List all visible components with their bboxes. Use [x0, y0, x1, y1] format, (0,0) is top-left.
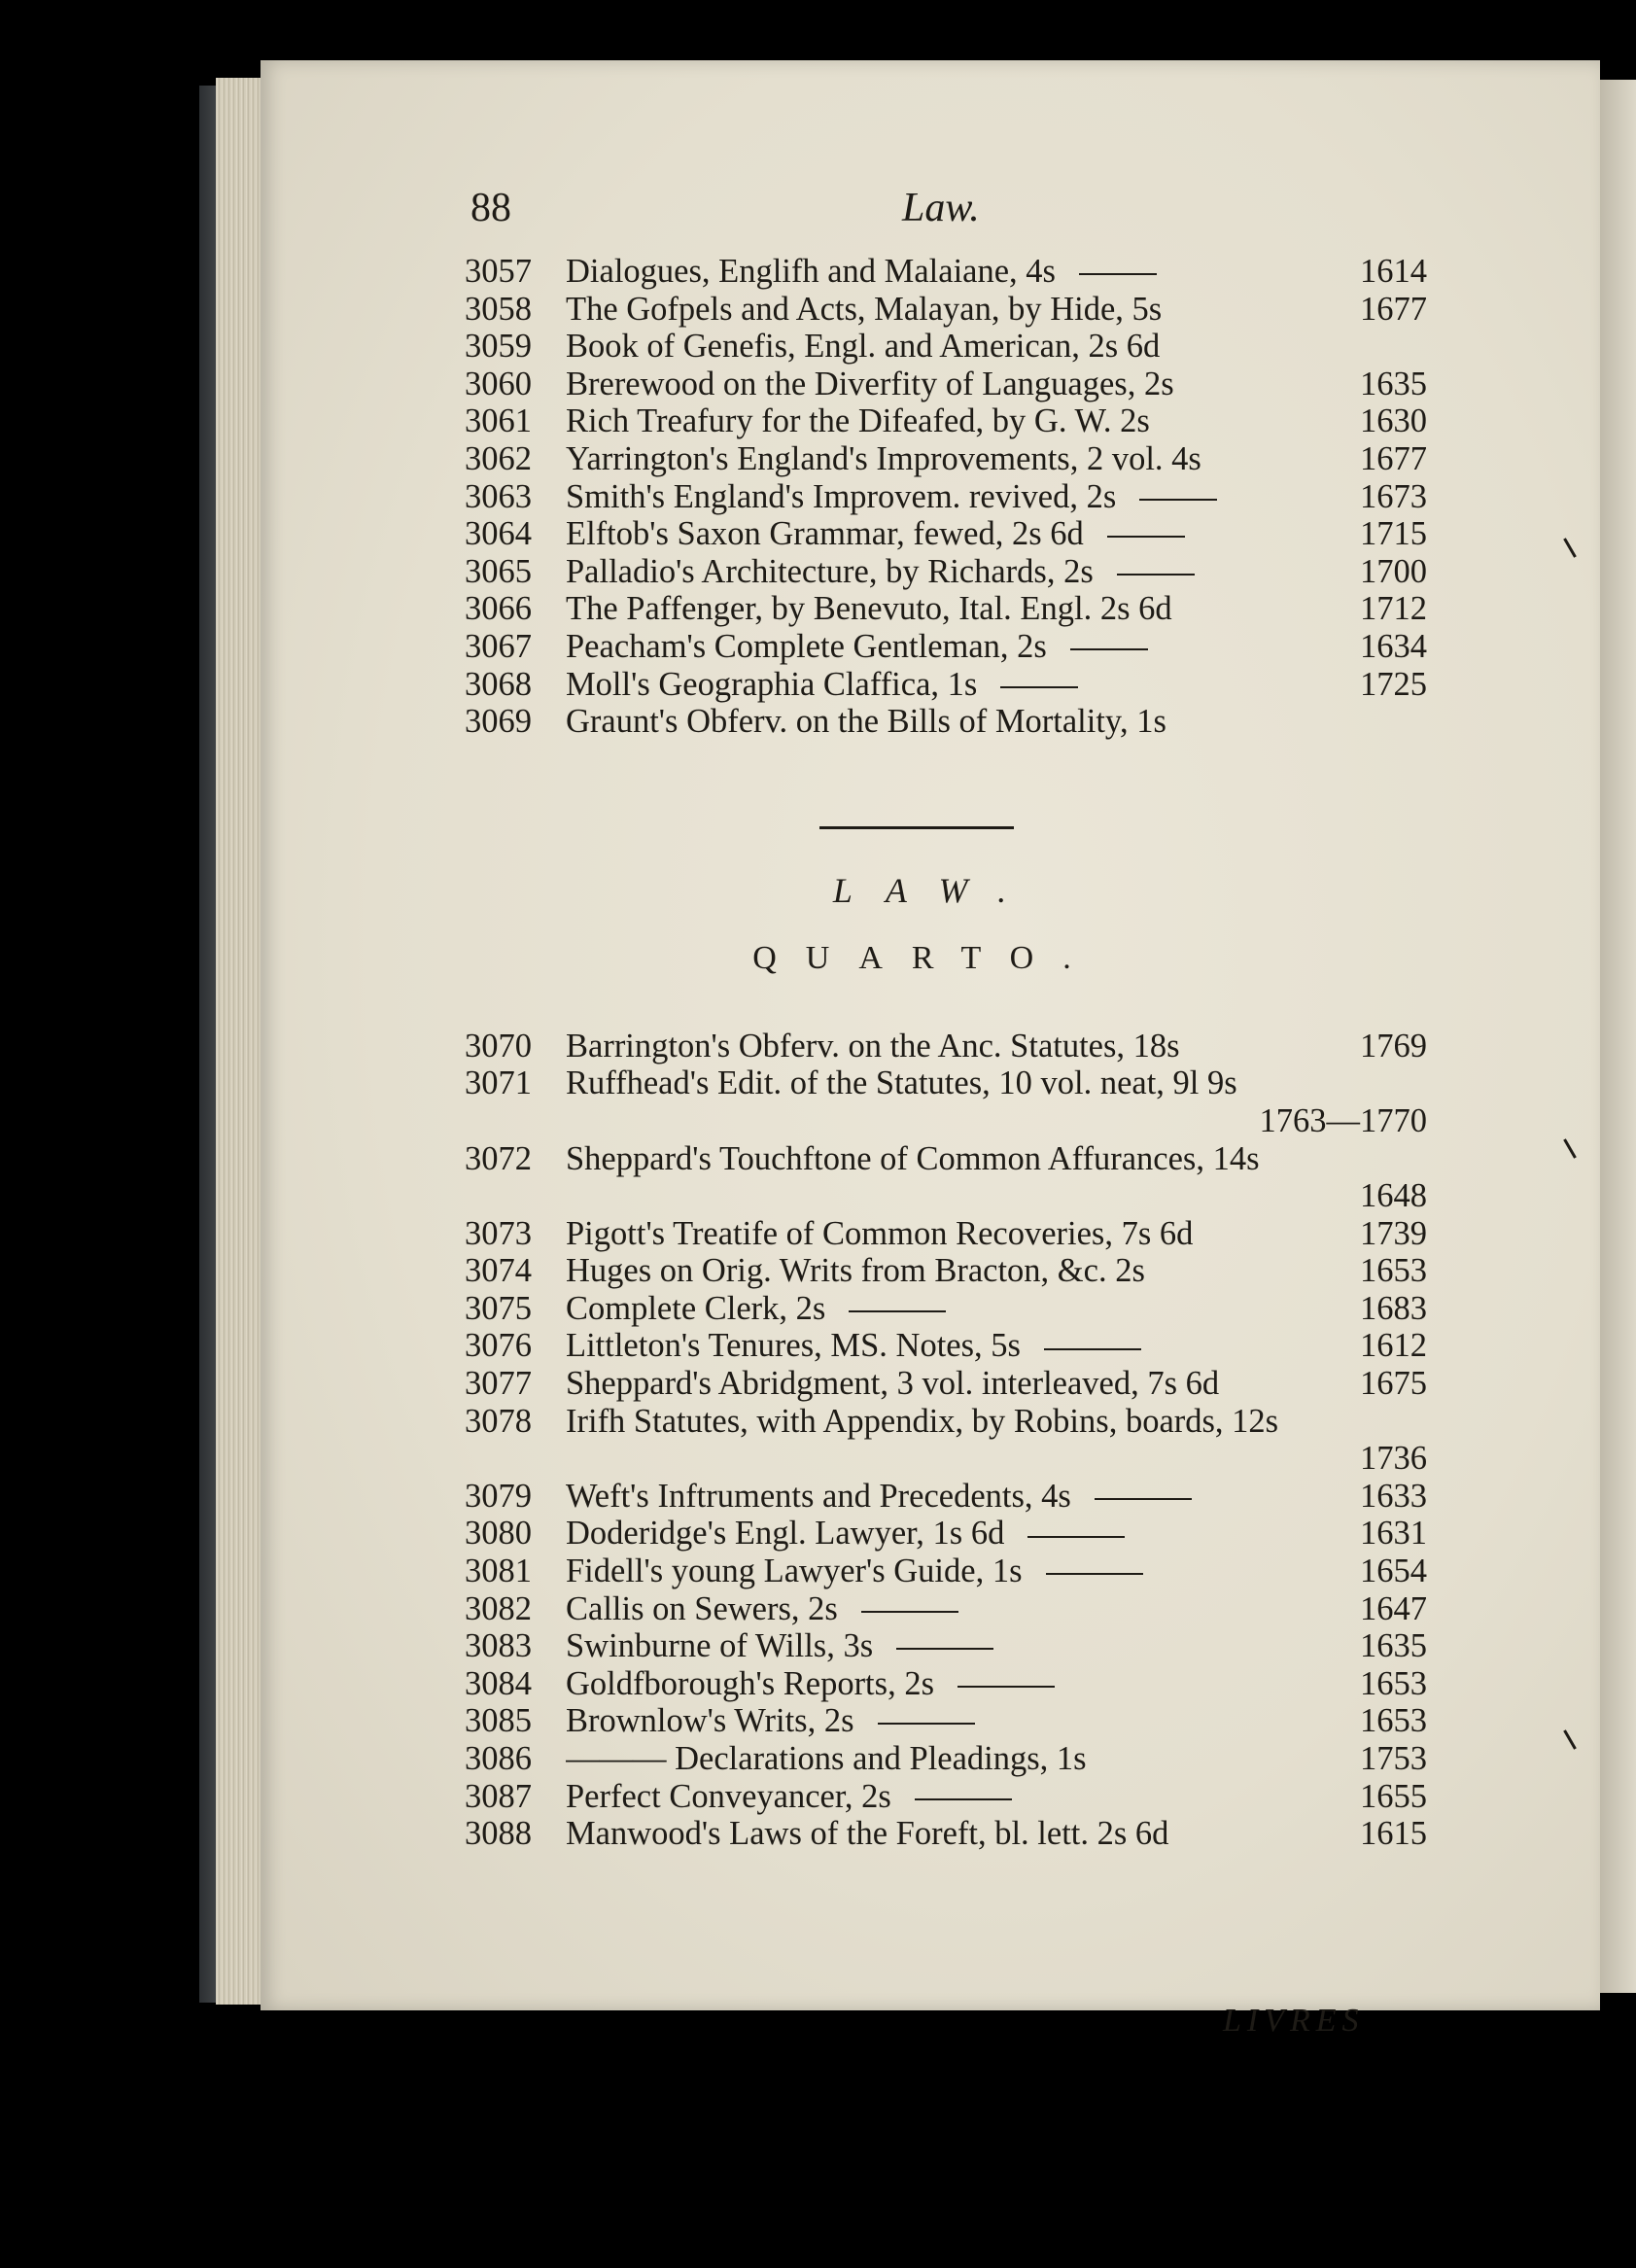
entry-title-text: Irifh Statutes, with Appendix, by Robins, boards, 12s	[566, 1402, 1279, 1440]
entry-number: 3086	[465, 1740, 532, 1777]
entry-number: 3062	[465, 439, 532, 477]
catalogue-entry	[465, 1327, 1427, 1365]
entry-number: 3075	[465, 1289, 532, 1327]
entry-title-text: Swinburne of Wills, 3s	[566, 1627, 874, 1665]
catalogue-entry	[465, 366, 1427, 403]
entry-year: 1753	[1360, 1740, 1427, 1777]
entry-title	[566, 1028, 1349, 1065]
entry-title	[566, 1478, 1349, 1516]
entry-year: 1635	[1360, 1627, 1427, 1665]
catalogue-entry	[465, 1290, 1427, 1328]
entry-title-text: Sheppard's Abridgment, 3 vol. interleaved, 7s 6d	[566, 1365, 1220, 1403]
catalogue-entry	[465, 402, 1427, 440]
catalogue-entry	[465, 1778, 1427, 1816]
entry-title	[566, 628, 1349, 666]
entry-title	[566, 515, 1349, 553]
catalogue-list-top	[465, 253, 1427, 741]
entry-year: 1633	[1360, 1477, 1427, 1515]
entry-number: 3069	[465, 703, 532, 741]
entry-number: 3084	[465, 1664, 532, 1702]
entry-title-text: Palladio's Architecture, by Richards, 2s	[566, 552, 1094, 590]
entry-title-text: Perfect Conveyancer, 2s	[566, 1777, 891, 1815]
entry-title	[566, 1403, 1349, 1441]
entry-number: 3078	[465, 1402, 532, 1440]
catalogue-entry	[465, 1064, 1427, 1102]
catalogue-entry	[465, 1665, 1427, 1703]
entry-year: 1635	[1360, 365, 1427, 402]
entry-title-text: Barrington's Obferv. on the Anc. Statutes, 18s	[566, 1027, 1180, 1064]
entry-title	[566, 553, 1349, 591]
entry-title	[566, 1252, 1349, 1290]
leader-rule	[1139, 499, 1217, 501]
entry-year: 1769	[1360, 1027, 1427, 1064]
catalogue-entry	[465, 553, 1427, 591]
entry-title	[566, 440, 1349, 478]
entry-number: 3088	[465, 1815, 532, 1853]
catalogue-entry	[465, 1403, 1427, 1441]
leader-rule	[957, 1686, 1055, 1688]
entry-title	[566, 328, 1349, 366]
entry-number: 3085	[465, 1702, 532, 1740]
entry-title-text: The Gofpels and Acts, Malayan, by Hide, 5s	[566, 290, 1163, 328]
entry-number: 3067	[465, 627, 532, 665]
leader-rule	[915, 1798, 1012, 1800]
entry-title-text: Manwood's Laws of the Foreft, bl. lett. 2s 6d	[566, 1815, 1169, 1853]
entry-year: 1647	[1360, 1589, 1427, 1627]
leader-rule	[1044, 1348, 1141, 1350]
entry-year: 1612	[1360, 1327, 1427, 1365]
section-subtitle: QUARTO.	[752, 939, 1100, 976]
entry-year-continued	[465, 1102, 1427, 1140]
entry-title	[566, 1590, 1349, 1628]
entry-title	[566, 1064, 1349, 1102]
entry-title	[566, 1290, 1349, 1328]
catalogue-entry	[465, 666, 1427, 704]
entry-title-text: Weft's Inftruments and Precedents, 4s	[566, 1477, 1071, 1515]
entry-number: 3083	[465, 1627, 532, 1665]
entry-year: 1653	[1360, 1702, 1427, 1740]
entry-number: 3072	[465, 1139, 532, 1177]
entry-title	[566, 1327, 1349, 1365]
entry-title-text: Ruffhead's Edit. of the Statutes, 10 vol. neat, 9l 9s	[566, 1064, 1237, 1102]
leader-rule	[878, 1723, 975, 1725]
entry-title	[566, 703, 1349, 741]
entry-title-text: Moll's Geographia Claffica, 1s	[566, 665, 978, 703]
entry-year: 1614	[1360, 253, 1427, 290]
leader-rule	[849, 1310, 946, 1312]
entry-title-text: Graunt's Obferv. on the Bills of Mortality, 1s	[566, 703, 1166, 741]
entry-year-continued-text: 1648	[1360, 1177, 1427, 1215]
entry-year: 1712	[1360, 590, 1427, 628]
entry-title-text: Doderidge's Engl. Lawyer, 1s 6d	[566, 1515, 1005, 1553]
entry-year: 1653	[1360, 1252, 1427, 1290]
leader-rule	[896, 1648, 993, 1650]
entry-title-text: The Paffenger, by Benevuto, Ital. Engl. 2s 6d	[566, 590, 1172, 628]
catalogue-entry	[465, 328, 1427, 366]
catalogue-entry	[465, 291, 1427, 329]
section-title: LAW.	[832, 870, 1040, 910]
entry-number: 3059	[465, 328, 532, 366]
entry-number: 3073	[465, 1214, 532, 1252]
entry-year: 1675	[1360, 1365, 1427, 1403]
catalogue-entry	[465, 1815, 1427, 1853]
entry-title-text: Brerewood on the Diverfity of Languages, 2s	[566, 365, 1174, 402]
entry-year-continued-text: 1736	[1360, 1440, 1427, 1478]
entry-title-text: Sheppard's Touchftone of Common Affurances, 14s	[566, 1139, 1260, 1177]
entry-title-text: Smith's England's Improvem. revived, 2s	[566, 477, 1117, 515]
entry-title-text: Peacham's Complete Gentleman, 2s	[566, 627, 1047, 665]
entry-number: 3057	[465, 253, 532, 290]
entry-year: 1654	[1360, 1553, 1427, 1590]
entry-year-continued	[465, 1440, 1427, 1478]
entry-year: 1725	[1360, 665, 1427, 703]
entry-year: 1653	[1360, 1664, 1427, 1702]
catalogue-entry	[465, 515, 1427, 553]
catalogue-entry	[465, 1215, 1427, 1253]
entry-title-text: Goldfborough's Reports, 2s	[566, 1664, 934, 1702]
entry-number: 3079	[465, 1477, 532, 1515]
entry-number: 3076	[465, 1327, 532, 1365]
entry-number: 3070	[465, 1027, 532, 1064]
entry-year-continued-text: 1763—1770	[1259, 1101, 1427, 1139]
catalogue-entry	[465, 1627, 1427, 1665]
entry-title	[566, 1553, 1349, 1590]
leader-rule	[1095, 1498, 1192, 1500]
catalogue-entry	[465, 1365, 1427, 1403]
entry-year: 1630	[1360, 402, 1427, 440]
entry-number: 3058	[465, 290, 532, 328]
entry-year: 1655	[1360, 1777, 1427, 1815]
page-text	[465, 185, 1427, 1853]
leader-rule	[1070, 648, 1148, 650]
entry-year: 1631	[1360, 1515, 1427, 1553]
entry-title-text: Littleton's Tenures, MS. Notes, 5s	[566, 1327, 1021, 1365]
catalogue-entry	[465, 1140, 1427, 1178]
entry-number: 3087	[465, 1777, 532, 1815]
entry-title-text: ——— Declarations and Pleadings, 1s	[566, 1740, 1087, 1777]
entry-title-text: Elftob's Saxon Grammar, fewed, 2s 6d	[566, 515, 1084, 553]
entry-number: 3060	[465, 365, 532, 402]
entry-number: 3068	[465, 665, 532, 703]
entry-title	[566, 402, 1349, 440]
catalogue-entry	[465, 703, 1427, 741]
catalogue-entry	[465, 1028, 1427, 1065]
entry-title	[566, 1778, 1349, 1816]
leader-rule	[1027, 1536, 1125, 1538]
running-title: Law.	[902, 186, 980, 230]
leader-rule	[861, 1611, 958, 1613]
entry-year: 1634	[1360, 627, 1427, 665]
entry-number: 3063	[465, 477, 532, 515]
entry-title-text: Callis on Sewers, 2s	[566, 1589, 838, 1627]
entry-title	[566, 1627, 1349, 1665]
catalogue-entry	[465, 628, 1427, 666]
catalogue-entry	[465, 590, 1427, 628]
entry-number: 3071	[465, 1064, 532, 1102]
entry-title	[566, 1740, 1349, 1778]
entry-year: 1739	[1360, 1214, 1427, 1252]
entry-number: 3077	[465, 1365, 532, 1403]
entry-title-text: Fidell's young Lawyer's Guide, 1s	[566, 1553, 1023, 1590]
leader-rule	[1107, 536, 1185, 538]
entry-year: 1677	[1360, 439, 1427, 477]
entry-title-text: Pigott's Treatife of Common Recoveries, 7s 6d	[566, 1214, 1194, 1252]
entry-title-text: Rich Treafury for the Difeafed, by G. W. 2s	[566, 402, 1150, 440]
entry-year: 1677	[1360, 290, 1427, 328]
entry-title	[566, 590, 1349, 628]
catalogue-entry	[465, 478, 1427, 516]
catalogue-entry	[465, 1740, 1427, 1778]
catalogue-entry	[465, 1590, 1427, 1628]
entry-year: 1700	[1360, 552, 1427, 590]
entry-title	[566, 253, 1349, 291]
entry-number: 3064	[465, 515, 532, 553]
leader-rule	[1046, 1573, 1143, 1575]
catchword: LIVRES	[1223, 2003, 1365, 2039]
catalogue-entry	[465, 1702, 1427, 1740]
entry-title	[566, 478, 1349, 516]
entry-title	[566, 666, 1349, 704]
catalogue-entry	[465, 1553, 1427, 1590]
entry-title	[566, 1815, 1349, 1853]
entry-number: 3082	[465, 1589, 532, 1627]
catalogue-list-law	[465, 1028, 1427, 1853]
leader-rule	[1079, 273, 1157, 275]
entry-title	[566, 1515, 1349, 1553]
section-divider	[819, 826, 1014, 829]
entry-title	[566, 1140, 1349, 1178]
entry-number: 3080	[465, 1515, 532, 1553]
entry-title	[566, 366, 1349, 403]
entry-number: 3066	[465, 590, 532, 628]
entry-title	[566, 1365, 1349, 1403]
entry-number: 3065	[465, 552, 532, 590]
catalogue-entry	[465, 1515, 1427, 1553]
leader-rule	[1117, 574, 1195, 576]
catalogue-entry	[465, 1478, 1427, 1516]
entry-year: 1673	[1360, 477, 1427, 515]
entry-year: 1683	[1360, 1289, 1427, 1327]
catalogue-entry	[465, 253, 1427, 291]
entry-year-continued	[465, 1177, 1427, 1215]
page-header	[465, 185, 1427, 253]
entry-number: 3074	[465, 1252, 532, 1290]
entry-title	[566, 291, 1349, 329]
entry-title-text: Brownlow's Writs, 2s	[566, 1702, 854, 1740]
entry-title-text: Book of Genefis, Engl. and American, 2s 6d	[566, 328, 1161, 366]
entry-title-text: Yarrington's England's Improvements, 2 vol. 4s	[566, 439, 1201, 477]
catalogue-entry	[465, 1252, 1427, 1290]
entry-number: 3061	[465, 402, 532, 440]
entry-year: 1715	[1360, 515, 1427, 553]
entry-title	[566, 1215, 1349, 1253]
entry-title-text: Complete Clerk, 2s	[566, 1289, 826, 1327]
entry-title-text: Dialogues, Englifh and Malaiane, 4s	[566, 253, 1056, 290]
entry-year: 1615	[1360, 1815, 1427, 1853]
entry-number: 3081	[465, 1553, 532, 1590]
leader-rule	[1000, 686, 1078, 688]
entry-title	[566, 1702, 1349, 1740]
page-number: 88	[470, 186, 511, 230]
catalogue-entry	[465, 440, 1427, 478]
entry-title	[566, 1665, 1349, 1703]
entry-title-text: Huges on Orig. Writs from Bracton, &c. 2s	[566, 1252, 1145, 1290]
